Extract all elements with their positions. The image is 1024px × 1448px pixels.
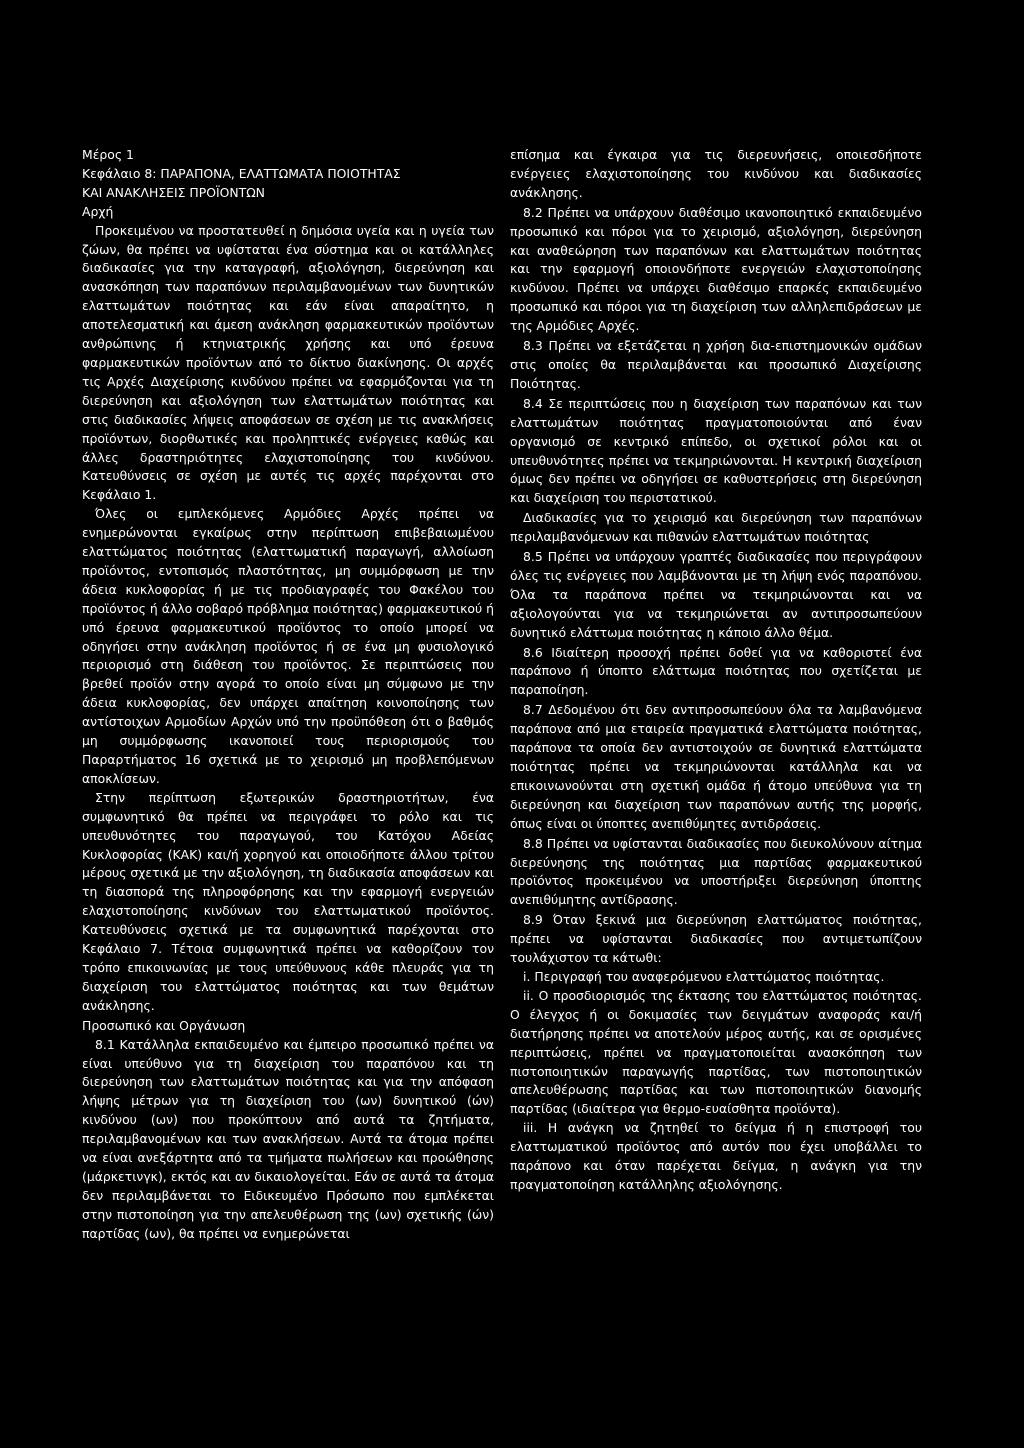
paragraph: 8.2 Πρέπει να υπάρχουν διαθέσιμο ικανοποιητικό εκπαιδευμένο προσωπικό και πόροι για το χειρισμό, αξιολόγηση, διερεύνηση και αναθεώρηση των παραπόνων και ελαττωμάτων ποιότητας και την εφαρμογή οποιονδήποτε ενεργειών ελαχιστοποίησης κινδύνου. Πρέπει να υπάρχει διαθέσιμο επαρκές εκπαιδευμένο προσωπικό και πόροι για τη διαχείριση των αλληλεπιδράσεων με της Αρμόδιες Αρχές. [510, 204, 922, 334]
chapter-title-line1: Κεφάλαιο 8: ΠΑΡΑΠΟΝΑ, ΕΛΑΤΤΩΜΑΤΑ ΠΟΙΟΤΗΤΑΣ [82, 165, 401, 181]
section-heading-personnel: Προσωπικό και Οργάνωση [82, 1017, 246, 1033]
list-item: iii. Η ανάγκη να ζητηθεί το δείγμα ή η επιστροφή του ελαττωματικού προϊόντος από αυτόν που έχει υποβάλλει το παράπονο και όταν παρέχεται δείγμα, η ανάγκη για την πραγματοποίηση κατάλληλης αξιολόγησης. [510, 1120, 922, 1192]
paragraph: Προκειμένου να προστατευθεί η δημόσια υγεία και η υγεία των ζώων, θα πρέπει να υφίσταται ένα σύστημα και οι κατάλληλες διαδικασίες για την καταγραφή, αξιολόγηση, διερεύνηση και ανασκόπηση των παραπόνων περιλαμβανομένων των δυνητικών ελαττωμάτων ποιότητας και εάν είναι απαραίτητο, η αποτελεσματική και άμεση ανάκληση φαρμακευτικών προϊόντων ανθρώπινης ή κτηνιατρικής χρήσης και υπό έρευνα φαρμακευτικών προϊόντων από το δίκτυο διακίνησης. Οι αρχές τις Αρχές Διαχείρισης κινδύνου πρέπει να εφαρμόζονται για τη διερεύνηση και αξιολόγηση των ελαττωμάτων ποιότητας και στις διαδικασίες λήψεις αποφάσεων σε σχέση με τις ανακλήσεις προϊόντων, διορθωτικές και προληπτικές ενέργειες καθώς και άλλες δραστηριότητες ελαχιστοποίησης του κινδύνου. Κατευθύνσεις σε σχέση με αυτές τις αρχές παρέχονται στο Κεφάλαιο 1. [82, 222, 494, 503]
section-heading-procedures: Διαδικασίες για το χειρισμό και διερεύνηση των παραπόνων περιλαμβανόμενων και πιθανών ελαττωμάτων ποιότητας [510, 510, 922, 545]
paragraph: 8.8 Πρέπει να υφίστανται διαδικασίες που διευκολύνουν αίτημα διερεύνησης της ποιότητας μια παρτίδας φαρμακευτικού προϊόντος προκειμένου να υποστήριξει διερεύνηση ύποπτης ανεπιθύμητης αντίδρασης. [510, 835, 922, 908]
paragraph: 8.9 Όταν ξεκινά μια διερεύνηση ελαττώματος ποιότητας, πρέπει να υφίστανται διαδικασίες που αντιμετωπίζουν τουλάχιστον τα κάτωθι: [510, 912, 922, 966]
paragraph: επίσημα και έγκαιρα για τις διερευνήσεις, οποιεσδήποτε ενέργειες ελαχιστοποίησης του κινδύνου και διαδικασίες ανάκλησης. [510, 147, 922, 200]
paragraph: Στην περίπτωση εξωτερικών δραστηριοτήτων, ένα συμφωνητικό θα πρέπει να περιγράφει το ρόλο και τις υπευθυνότητες του παραγωγού, του Κατόχου Αδείας Κυκλοφορίας (ΚΑΚ) και/ή χορηγού και οποιοδήποτε άλλου τρίτου μέρους σχετικά με την αξιολόγηση, τη διαδικασία αποφάσεων και τη διασπορά της πληροφόρησης και την εφαρμογή ενεργειών ελαχιστοποίησης κινδύνων του ελαττωματικού προϊόντος. Κατευθύνσεις σχετικά με τα συμφωνητικά παρέχονται στο Κεφάλαιο 7. Τέτοια συμφωνητικά πρέπει να καθορίζουν τον τρόπο επικοινωνίας με τους υπεύθυνους κάθε πλευράς για τη διαχείριση του ελαττώματος ποιότητας και των θεμάτων ανάκλησης. [82, 789, 494, 1013]
section-heading-principle: Αρχή [82, 203, 114, 219]
list-item: i. Περιγραφή του αναφερόμενου ελαττώματος ποιότητας. [523, 968, 885, 984]
paragraph: 8.5 Πρέπει να υπάρχουν γραπτές διαδικασίες που περιγράφουν όλες τις ενέργειες που λαμβάνονται με τη λήψη ενός παραπόνου. Όλα τα παράπονα πρέπει να τεκμηριώνονται και να αξιολογούνται για να τεκμηριώνεται αν αντιπροσωπεύουν δυνητικό ελάττωμα ποιότητας η κάποιο άλλο θέμα. [510, 549, 922, 640]
right-column [510, 146, 922, 1195]
paragraph: 8.4 Σε περιπτώσεις που η διαχείριση των παραπόνων και των ελαττωμάτων ποιότητας πραγματοποιούνται από έναν οργανισμό σε κεντρικό επίπεδο, οι σχετικοί ρόλοι και οι υπευθυνότητες πρέπει να τεκμηριώνονται. Η κεντρική διαχείριση όμως δεν πρέπει να οδηγήσει σε καθυστερήσεις στη διερεύνηση και διαχείριση του περιστατικού. [510, 395, 922, 506]
paragraph: Όλες οι εμπλεκόμενες Αρμόδιες Αρχές πρέπει να ενημερώνονται εγκαίρως στην περίπτωση επιβεβαιωμένου ελαττώματος ποιότητας (ελαττωματική παραγωγή, αλλοίωση προϊόντος, εντοπισμός πλαστότητας, μη συμμόρφωση με την άδεια κυκλοφορίας ή με τις προδιαγραφές του Φακέλου του προϊόντος ή άλλο σοβαρό πρόβλημα ποιότητας) φαρμακευτικού ή υπό έρευνα φαρμακευτικού προϊόντος το οποίο μπορεί να οδηγήσει στην ανάκληση προϊόντος ή σε ένα μη φυσιολογικό περιορισμό στη διάθεση του προϊόντος. Σε περιπτώσεις που βρεθεί προϊόν στην αγορά το οποίο είναι μη σύμφωνο με την άδεια κυκλοφορίας, δεν υπάρχει απαίτηση κοινοποίησης των αντίστοιχων Αρμοδίων Αρχών υπό την προϋπόθεση ότι ο βαθμός μη συμμόρφωσης ικανοποιεί τους περιορισμούς του Παραρτήματος 16 σχετικά με το χειρισμό μη προβλεπόμενων αποκλίσεων. [82, 506, 494, 786]
paragraph: 8.7 Δεδομένου ότι δεν αντιπροσωπεύουν όλα τα λαμβανόμενα παράπονα από μια εταιρεία πραγματικά ελαττώματα ποιότητας, παράπονα τα οποία δεν αντιστοιχούν σε δυνητικά ελαττώματα ποιότητας πρέπει να τεκμηριώνονται κατάλληλα και να επικοινωνούνται στη σχετική ομάδα ή άτομο υπεύθυνα για τη διερεύνηση και διαχείριση των παραπόνων αυτής της μορφής, όπως είναι οι ύποπτες ανεπιθύμητες αντιδράσεις. [510, 702, 922, 831]
list-item: ii. Ο προσδιορισμός της έκτασης του ελαττώματος ποιότητας. Ο έλεγχος ή οι δοκιμασίες των δειγμάτων αναφοράς και/ή διατήρησης πρέπει να αποτελούν μέρος αυτής, και σε ορισμένες περιπτώσεις, πρέπει να πραγματοποιείται ανασκόπηση των πιστοποιητικών παραγωγής παρτίδας, των πιστοποιητικών απελευθέρωσης παρτίδας και των πιστοποιητικών διανομής παρτίδας (ιδιαίτερα για θερμο-ευαίσθητα προϊόντα). [510, 987, 922, 1117]
part-label: Μέρος 1 [82, 147, 134, 162]
paragraph: 8.3 Πρέπει να εξετάζεται η χρήση δια-επιστημονικών ομάδων στις οποίες θα περιλαμβάνεται και προσωπικό Διαχείρισης Ποιότητας. [510, 338, 922, 391]
paragraph: 8.6 Ιδιαίτερη προσοχή πρέπει δοθεί για να καθοριστεί ένα παράπονο ή ύποπτο ελάττωμα ποιότητας που σχετίζεται με παραποίηση. [510, 644, 922, 698]
left-column [82, 146, 494, 1244]
paragraph: 8.1 Κατάλληλα εκπαιδευμένο και έμπειρο προσωπικό πρέπει να είναι υπεύθυνο για τη διαχείριση του παραπόνου και τη διερεύνηση των ελαττωμάτων ποιότητας και για την απόφαση λήψης μέτρων για τη διαχείριση του (ων) δυνητικού (ών) κινδύνου (ων) που προκύπτουν από αυτά τα ζητήματα, περιλαμβανομένων και των ανακλήσεων. Αυτά τα άτομα πρέπει να είναι ανεξάρτητα από τα τμήματα πωλήσεων και προώθησης (μάρκετινγκ), εκτός και αν δικαιολογείται. Εάν σε αυτά τα άτομα δεν περιλαμβάνεται το Ειδικευμένο Πρόσωπο που εμπλέκεται στην πιστοποίηση για την απελευθέρωση της (ων) σχετικής (ών) παρτίδας (ων), θα πρέπει να ενημερώνεται [82, 1036, 494, 1241]
chapter-title-line2: ΚΑΙ ΑΝΑΚΛΗΣΕΙΣ ΠΡΟΪΟΝΤΩΝ [82, 184, 265, 200]
